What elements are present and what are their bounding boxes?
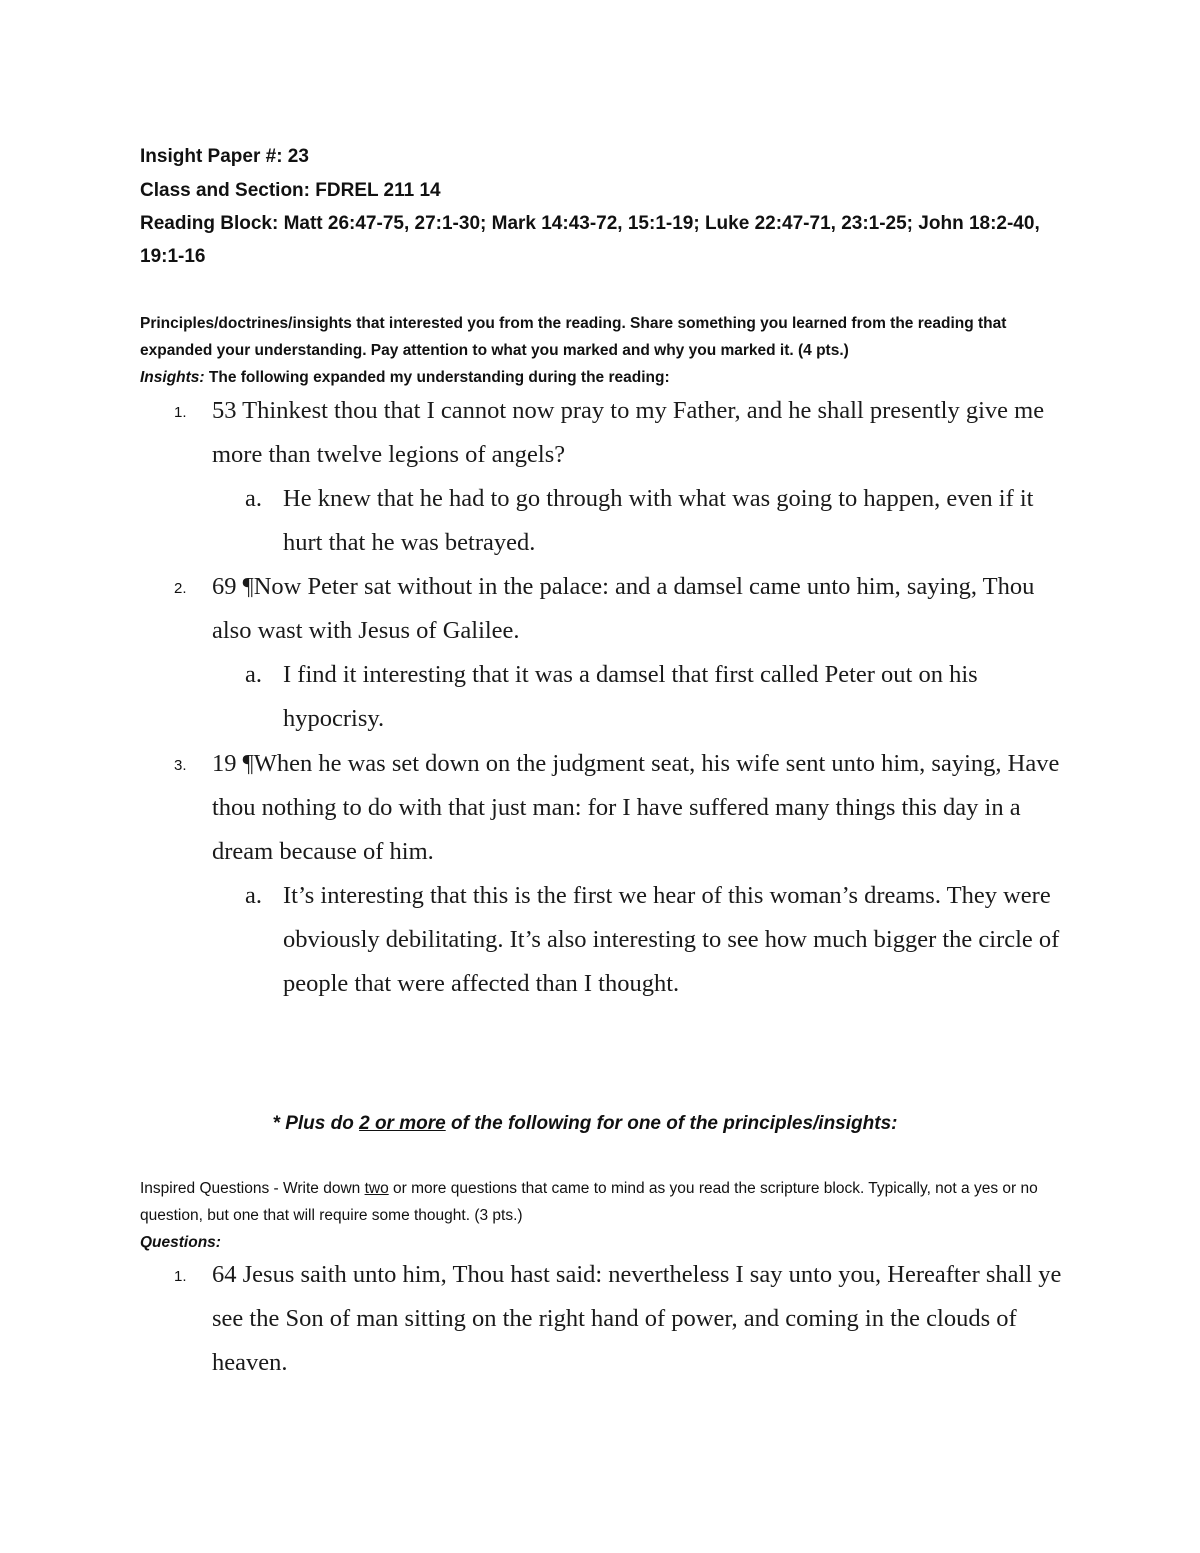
- insight-comment: He knew that he had to go through with what was going to happen, even if it hurt that he was betrayed.: [283, 485, 1034, 556]
- scripture-quote: 53 Thinkest thou that I cannot now pray to my Father, and he shall presently give me more than twelve legions of angels?: [212, 397, 1045, 468]
- sub-marker: a.: [245, 882, 262, 909]
- insight-comment: It’s interesting that this is the first we hear of this woman’s dreams. They were obviously debilitating. It’s also interesting to see how much bigger the circle of people that were affected than I thought.: [283, 882, 1060, 997]
- questions-instruction: Inspired Questions - Write down two or more questions that came to mind as you read the scripture block. Typically, not a yes or no question, but one that will require some thought. (3 pts.): [140, 1180, 1038, 1224]
- questions-label-line: [140, 1229, 1080, 1256]
- scripture-quote: 69 ¶Now Peter sat without in the palace: and a damsel came unto him, saying, Thou also wast with Jesus of Galilee.: [212, 573, 1035, 644]
- question-quote: 64 Jesus saith unto him, Thou hast said: nevertheless I say unto you, Hereafter shall ye see the Son of man sitting on the right hand of power, and coming in the clouds of heaven.: [212, 1261, 1062, 1376]
- list-marker: 1.: [174, 1268, 187, 1285]
- insight-comment: I find it interesting that it was a damsel that first called Peter out on his hypocrisy.: [283, 661, 978, 732]
- paper-number: Insight Paper #: 23: [140, 146, 309, 167]
- insights-label: Insights:: [140, 369, 205, 386]
- principles-instruction: Principles/doctrines/insights that interested you from the reading. Share something you learned from the reading that expanded your understanding. Pay attention to what you marked and why you marked it. (4 pts.): [140, 315, 1007, 359]
- questions-label: Questions:: [140, 1234, 221, 1251]
- plus-underlined: 2 or more: [359, 1113, 446, 1134]
- sub-marker: a.: [245, 661, 262, 688]
- reading-block: Reading Block: Matt 26:47-75, 27:1-30; Mark 14:43-72, 15:1-19; Luke 22:47-71, 23:1-25; John 18:2-40, 19:1-16: [140, 213, 1040, 267]
- scripture-quote: 19 ¶When he was set down on the judgment seat, his wife sent unto him, saying, Have thou nothing to do with that just man: for I have suffered many things this day in a dream because of him.: [212, 750, 1060, 865]
- insights-line: [140, 364, 1080, 391]
- plus-instruction: * Plus do 2 or more of the following for one of the principles/insights:: [272, 1113, 898, 1134]
- list-marker: 2.: [174, 580, 187, 597]
- list-marker: 1.: [174, 404, 187, 421]
- insights-lead: The following expanded my understanding during the reading:: [204, 369, 670, 386]
- list-marker: 3.: [174, 757, 187, 774]
- sub-marker: a.: [245, 485, 262, 512]
- class-section: Class and Section: FDREL 211 14: [140, 180, 441, 201]
- questions-underlined: two: [364, 1180, 389, 1197]
